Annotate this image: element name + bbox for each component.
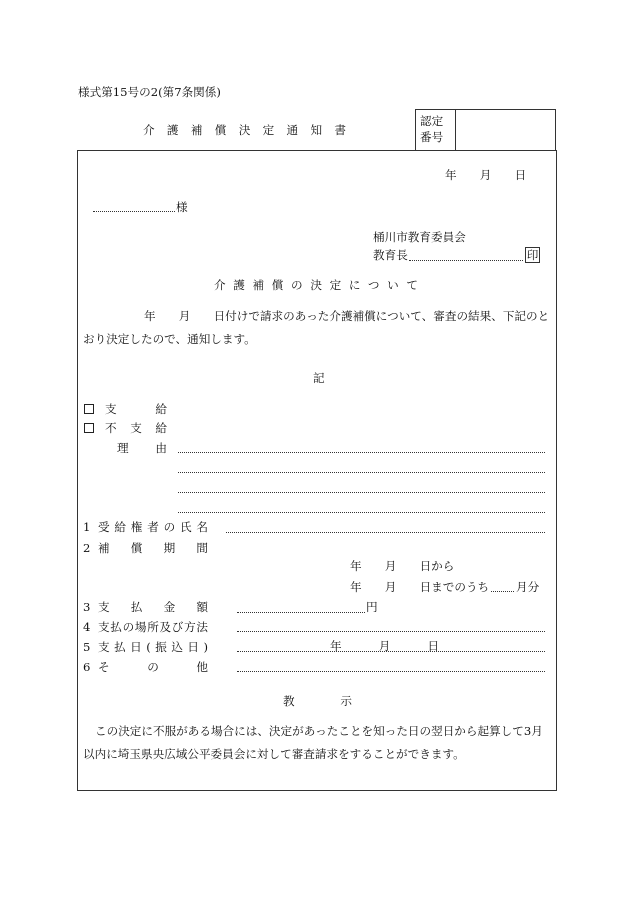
item-number: 3 — [83, 600, 91, 614]
item-number: 2 — [83, 541, 91, 555]
certification-label-line: 認定 — [420, 114, 444, 128]
issue-date: 年 月 日 — [445, 168, 527, 182]
form-number: 様式第15号の2(第7条関係) — [78, 85, 221, 99]
reason-line[interactable] — [178, 492, 545, 493]
form-title: 介護補償決定通知書 — [143, 123, 346, 137]
item-label-method: 支払の場所及び方法 — [98, 620, 208, 634]
certification-number-box — [415, 109, 556, 151]
item-label-period: 補償期間 — [98, 541, 208, 555]
instruction-text-line: この決定に不服がある場合には、決定があったことを知った日の翌日から起算して3月 — [95, 724, 543, 738]
decision-option-label: 不支給 — [105, 421, 167, 435]
payment-amount-field[interactable] — [237, 612, 365, 613]
reason-line[interactable] — [178, 452, 545, 453]
item-number: 6 — [83, 660, 91, 674]
item-number: 4 — [83, 620, 91, 634]
item-label-payment-date: 支払日(振込日) — [98, 640, 208, 654]
notice-text-line: 年 月 日付けで請求のあった介護補償について、審査の結果、下記のと — [144, 309, 550, 323]
seal-mark — [525, 247, 540, 263]
yen-unit: 円 — [366, 600, 378, 614]
decision-option-label: 支給 — [105, 402, 167, 416]
certification-number-field[interactable] — [456, 110, 555, 150]
decision-nonpayment-checkbox[interactable] — [84, 423, 94, 433]
reason-line[interactable] — [178, 472, 545, 473]
recipient-name-field[interactable] — [226, 532, 545, 533]
issuer-title: 教育長 — [373, 248, 408, 262]
payment-date-text: 年 月 日 — [330, 639, 440, 653]
period-from: 年 月 日から — [350, 559, 455, 573]
reason-line[interactable] — [178, 512, 545, 513]
decision-payment-checkbox[interactable] — [84, 404, 94, 414]
period-to: 年 月 日までのうち — [350, 580, 490, 594]
record-heading: 記 — [313, 371, 325, 385]
issuer-signature-field[interactable] — [409, 260, 523, 261]
seal-label: 印 — [526, 248, 539, 262]
issuer-organization: 桶川市教育委員会 — [373, 230, 466, 244]
certification-number-label — [416, 110, 456, 150]
other-field[interactable] — [237, 671, 545, 672]
subject-heading: 介護補償の決定について — [214, 278, 418, 292]
item-label-other: その他 — [98, 660, 208, 674]
instruction-heading: 教示 — [283, 694, 352, 708]
addressee-honorific: 様 — [176, 200, 188, 214]
certification-label-line: 番号 — [420, 130, 444, 144]
item-number: 1 — [83, 520, 91, 534]
reason-label: 理由 — [117, 441, 167, 455]
item-label-recipient: 受給権者の氏名 — [98, 520, 208, 534]
months-suffix: 月分 — [516, 580, 540, 594]
payment-date-field[interactable] — [237, 651, 545, 652]
notice-text-line: おり決定したので、通知します。 — [83, 332, 256, 346]
instruction-text-line: 以内に埼玉県央広域公平委員会に対して審査請求をすることができます。 — [83, 747, 465, 761]
item-number: 5 — [83, 640, 91, 654]
addressee-name-field[interactable] — [93, 211, 175, 212]
months-field[interactable] — [491, 591, 514, 592]
payment-method-field[interactable] — [237, 631, 545, 632]
item-label-amount: 支払金額 — [98, 600, 208, 614]
